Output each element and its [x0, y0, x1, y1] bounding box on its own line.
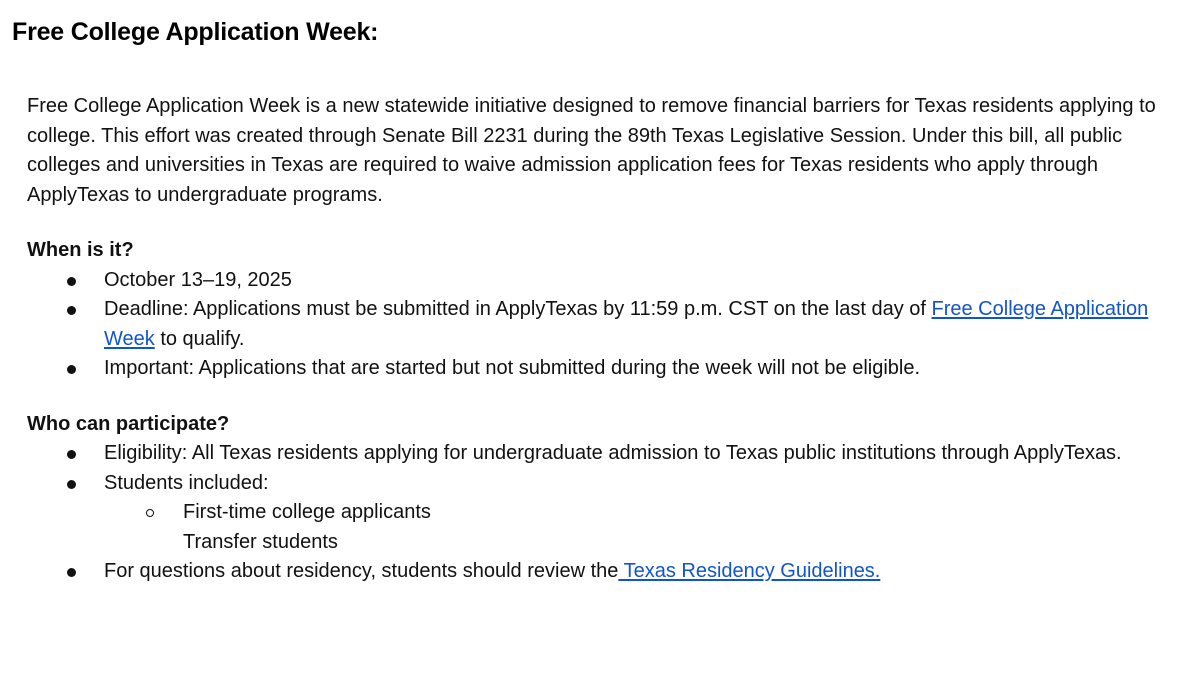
bullet-icon	[67, 568, 76, 577]
sublist-item-transfer	[104, 528, 1177, 558]
list-item-important	[27, 354, 1177, 384]
eligibility-text: Eligibility: All Texas residents applying for undergraduate admission to Texas public institutions through ApplyTexas.	[104, 442, 1122, 464]
list-item-dates	[27, 266, 1177, 296]
free-college-application-week-link[interactable]: Free College Application Week	[104, 298, 1149, 350]
first-time-text: First-time college applicants	[183, 501, 431, 523]
deadline-text-end: to qualify.	[154, 327, 245, 350]
when-heading: When is it?	[27, 239, 134, 261]
list-item-students-included	[27, 469, 1177, 558]
page-title: Free College Application Week:	[12, 18, 379, 46]
dates-text: October 13–19, 2025	[104, 268, 292, 291]
intro-paragraph: Free College Application Week is a new statewide initiative designed to remove financial barriers for Texas residents applying to college. This effort was created through Senate Bill 2231 during the 89th Texas Legislative Session. Under this bill, all public colleges and universities in Texas are required to waive admission application fees for Texas residents who apply through ApplyTexas to undergraduate programs.	[27, 95, 1156, 206]
list-item-deadline	[27, 295, 1177, 354]
residency-text: For questions about residency, students should review the	[104, 560, 619, 582]
bullet-icon	[67, 306, 76, 315]
transfer-text: Transfer students	[183, 530, 338, 553]
sublist-item-first-time	[104, 498, 1177, 528]
bullet-icon	[67, 450, 76, 459]
who-heading: Who can participate?	[27, 412, 230, 435]
list-item-eligibility	[27, 439, 1177, 469]
bullet-icon	[67, 480, 76, 489]
bullet-icon	[67, 365, 76, 374]
students-included-text: Students included:	[104, 471, 269, 494]
when-list	[27, 266, 1177, 384]
deadline-text: Deadline: Applications must be submitted in ApplyTexas by 11:59 p.m. CST on the last day of	[104, 298, 932, 320]
important-text: Important: Applications that are started but not submitted during the week will not be eligible.	[104, 357, 921, 379]
hollow-bullet-icon	[146, 509, 154, 517]
students-sublist	[104, 498, 1177, 557]
bullet-icon	[67, 277, 76, 286]
texas-residency-guidelines-link[interactable]: Texas Residency Guidelines.	[618, 560, 881, 582]
document-body	[27, 92, 1177, 587]
who-list	[27, 439, 1177, 587]
list-item-residency	[27, 557, 1177, 587]
